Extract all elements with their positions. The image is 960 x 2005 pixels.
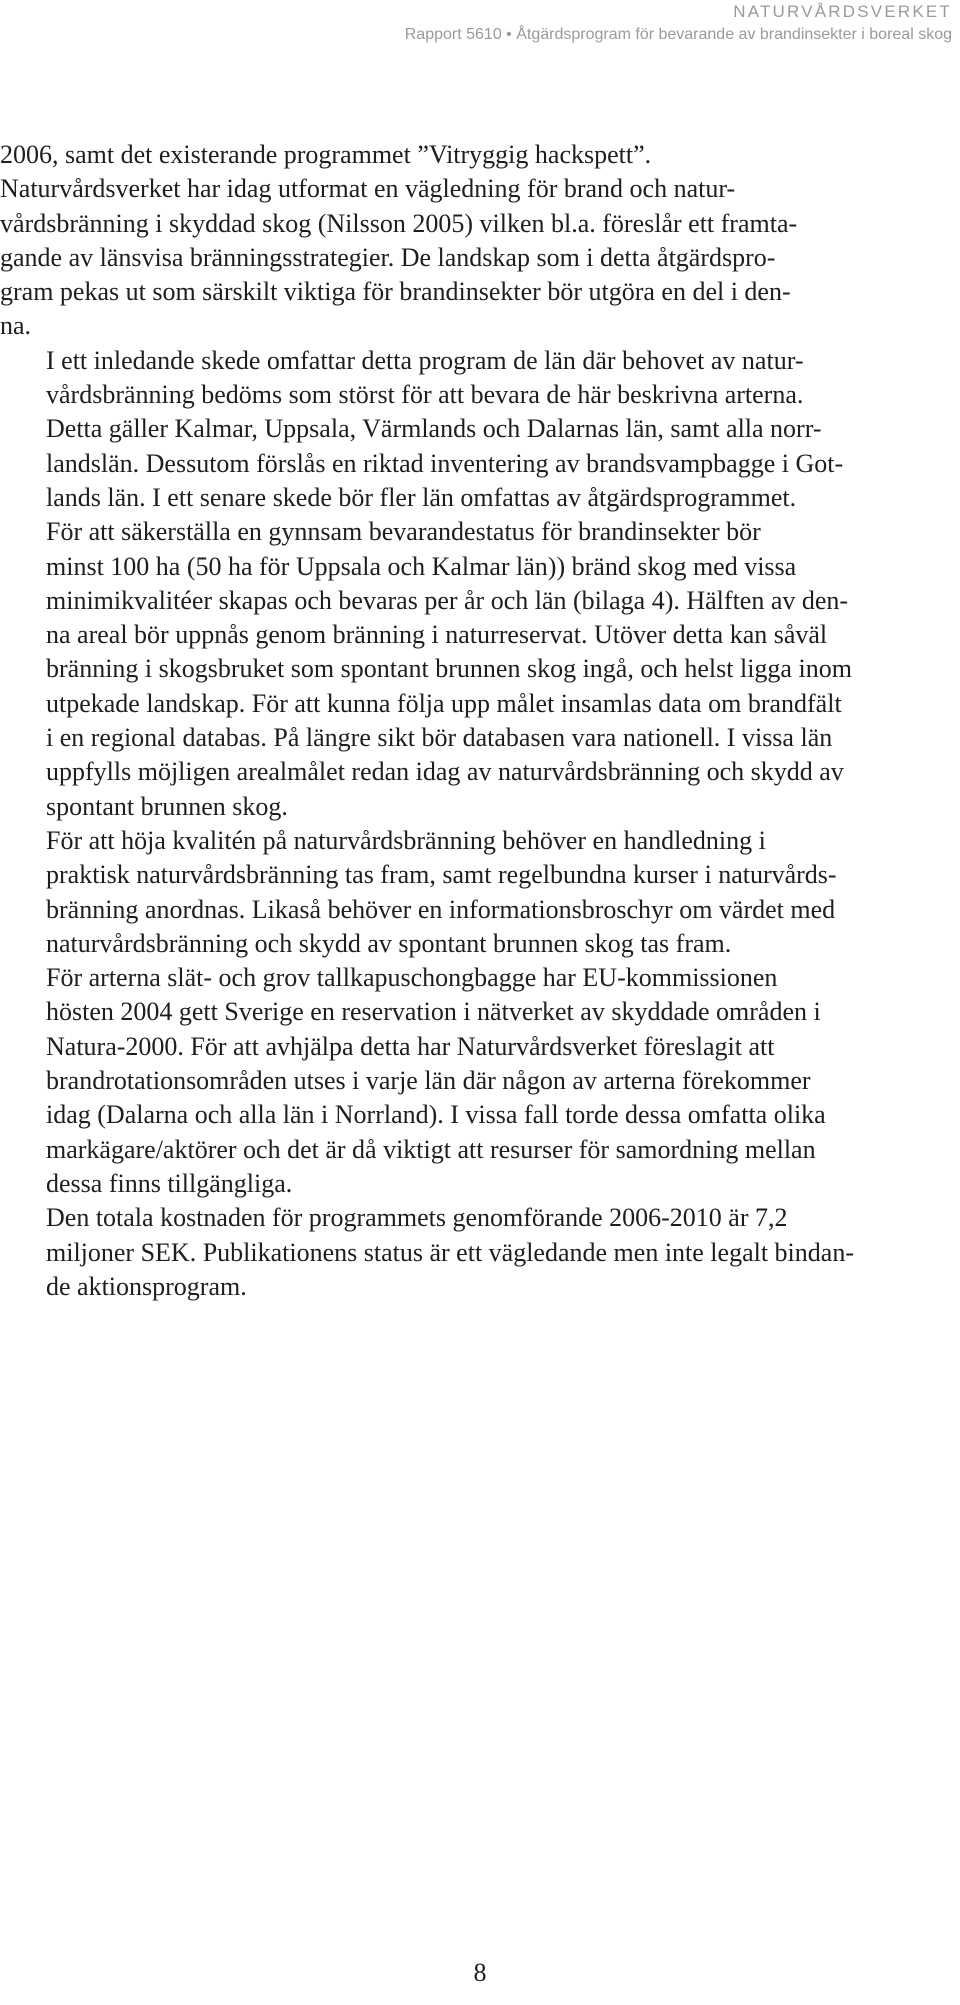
text-line: 2006, samt det existerande programmet ”Vitryggig hackspett”. <box>0 140 652 169</box>
text-line: de aktionsprogram. <box>46 1271 247 1301</box>
text-line: vårdsbränning i skyddad skog (Nilsson 2005) vilken bl.a. föreslår ett framta- <box>0 208 798 238</box>
text-line: brandrotationsområden utses i varje län där någon av arterna förekommer <box>46 1066 811 1096</box>
page-number: 8 <box>473 1958 487 1987</box>
text-line: dessa finns tillgängliga. <box>46 1168 293 1198</box>
page-header <box>405 2 952 45</box>
text-line: bränning i skogsbruket som spontant brunnen skog ingå, och helst ligga inom <box>46 654 852 684</box>
text-line: na areal bör uppnås genom bränning i naturreservat. Utöver detta kan såväl <box>46 620 828 650</box>
text-line: miljoner SEK. Publikationens status är ett vägledande men inte legalt bindan- <box>46 1237 854 1267</box>
text-line: utpekade landskap. För att kunna följa upp målet insamlas data om brandfält <box>46 688 842 718</box>
paragraph-5 <box>0 961 960 1201</box>
text-line: landslän. Dessutom förslås en riktad inventering av brandsvampbagge i Got- <box>46 448 844 478</box>
text-line: För att säkerställa en gynnsam bevarandestatus för brandinsekter bör <box>46 517 761 547</box>
paragraph-2 <box>0 344 960 515</box>
text-line: vårdsbränning bedöms som störst för att bevara de här beskrivna arterna. <box>46 380 804 410</box>
text-line: minst 100 ha (50 ha för Uppsala och Kalmar län)) bränd skog med vissa <box>46 551 797 581</box>
text-line: För att höja kvalitén på naturvårdsbränning behöver en handledning i <box>46 825 766 855</box>
text-line: lands län. I ett senare skede bör fler län omfattas av åtgärdsprogrammet. <box>46 482 797 512</box>
text-line: hösten 2004 gett Sverige en reservation i nätverket av skyddade områden i <box>46 997 821 1027</box>
text-line: Natura-2000. För att avhjälpa detta har Naturvårdsverket föreslagit att <box>46 1031 775 1061</box>
text-line: I ett inledande skede omfattar detta program de län där behovet av natur- <box>46 345 804 375</box>
paragraph-6 <box>0 1201 960 1304</box>
header-organization: NATURVÅRDSVERKET <box>733 2 952 21</box>
body-text <box>0 138 960 1304</box>
text-line: gande av länsvisa bränningsstrategier. De landskap som i detta åtgärdspro- <box>0 242 776 272</box>
text-line: minimikvalitéer skapas och bevaras per år och län (bilaga 4). Hälften av den- <box>46 585 849 615</box>
text-line: idag (Dalarna och alla län i Norrland). I vissa fall torde dessa omfatta olika <box>46 1100 826 1130</box>
header-report-title: Rapport 5610 • Åtgärdsprogram för bevarande av brandinsekter i boreal skog <box>404 26 952 43</box>
text-line: naturvårdsbränning och skydd av spontant brunnen skog tas fram. <box>46 928 732 958</box>
text-line: spontant brunnen skog. <box>46 791 288 821</box>
text-line: Naturvårdsverket har idag utformat en vägledning för brand och natur- <box>0 174 736 204</box>
text-line: Den totala kostnaden för programmets genomförande 2006-2010 är 7,2 <box>46 1203 788 1233</box>
text-line: uppfylls möjligen arealmålet redan idag av naturvårdsbränning och skydd av <box>46 757 844 787</box>
text-line: gram pekas ut som särskilt viktiga för brandinsekter bör utgöra en del i den- <box>0 277 791 307</box>
text-line: För arterna slät- och grov tallkapuschongbagge har EU-kommissionen <box>46 963 778 993</box>
paragraph-3 <box>0 515 960 824</box>
text-line: i en regional databas. På längre sikt bör databasen vara nationell. I vissa län <box>46 723 833 753</box>
paragraph-4 <box>0 824 960 961</box>
text-line: markägare/aktörer och det är då viktigt att resurser för samordning mellan <box>46 1134 816 1164</box>
text-line: praktisk naturvårdsbränning tas fram, samt regelbundna kurser i naturvårds- <box>46 860 837 890</box>
text-line: Detta gäller Kalmar, Uppsala, Värmlands och Dalarnas län, samt alla norr- <box>46 414 822 444</box>
text-line: na. <box>0 311 32 341</box>
paragraph-1 <box>0 138 960 344</box>
text-line: bränning anordnas. Likaså behöver en informationsbroschyr om värdet med <box>46 894 836 924</box>
